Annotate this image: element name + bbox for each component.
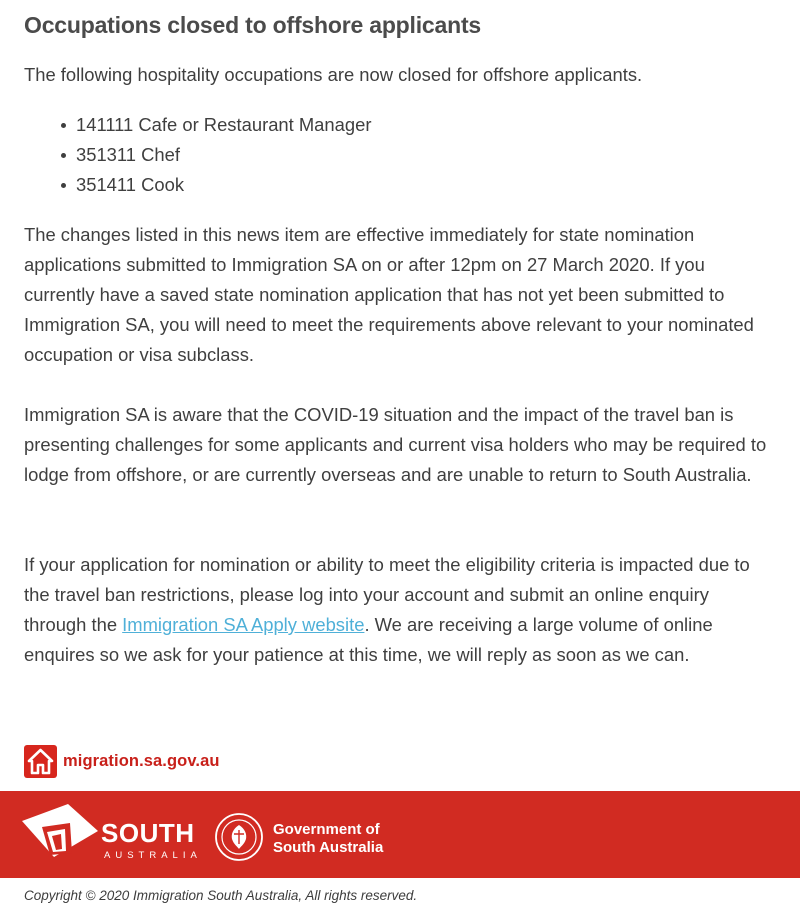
page-title: Occupations closed to offshore applicants [24, 12, 481, 38]
sa-logo-subword: AUSTRALIA [104, 850, 202, 861]
covid-paragraph: Immigration SA is aware that the COVID-19 situation and the impact of the travel ban is presenting challenges for some applicants and current visa holders who may be required to lodge from offshore, or are currently overseas and are unable to return to South Australia. [24, 404, 767, 485]
apply-website-link[interactable]: Immigration SA Apply website [122, 614, 365, 635]
intro-text: The following hospitality occupations are now closed for offshore applicants. [24, 64, 643, 85]
south-australia-logo-icon [20, 801, 100, 866]
effective-date-paragraph: The changes listed in this news item are effective immediately for state nomination applications submitted to Immigration SA on or after 12pm on 27 March 2020. If you currently have a saved state nomination application that has not yet been submitted to Immigration SA, you will need to meet the requirements above relevant to your nominated occupation or visa subclass. [24, 224, 754, 365]
government-crest-icon [214, 812, 264, 867]
list-item: 351311 Chef [76, 140, 371, 170]
enquiry-text-after: . We are receiving a large volume of online enquires so we ask for your patience at this time, we will reply as soon as we can. [24, 614, 713, 665]
sa-logo-word: SOUTH [101, 818, 195, 848]
home-icon [24, 745, 57, 778]
footer-band [0, 791, 800, 878]
enquiry-paragraph [24, 550, 776, 670]
occupation-list [24, 110, 371, 200]
list-item: 141111 Cafe or Restaurant Manager [76, 110, 371, 140]
government-logo-text [273, 821, 383, 857]
copyright-notice: Copyright © 2020 Immigration South Australia, All rights reserved. [24, 888, 418, 903]
list-item: 351411 Cook [76, 170, 371, 200]
enquiry-text-before: If your application for nomination or ability to meet the eligibility criteria is impacted due to the travel ban restrictions, please log into your account and submit an online enquiry through the [24, 554, 750, 635]
site-link-text: migration.sa.gov.au [63, 751, 220, 770]
gov-line-1: Government of [273, 821, 380, 838]
site-link[interactable] [24, 744, 220, 778]
gov-line-2: South Australia [273, 839, 384, 856]
